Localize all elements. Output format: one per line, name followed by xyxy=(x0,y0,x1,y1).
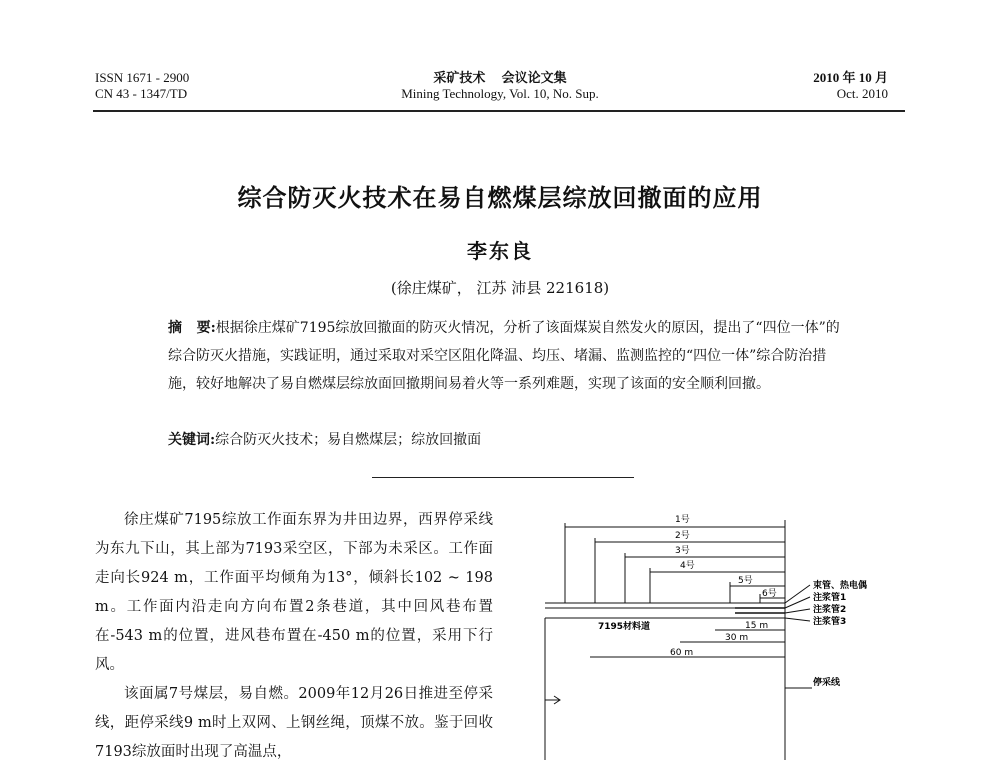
cn-number: CN 43 - 1347/TD xyxy=(95,86,188,101)
body-text xyxy=(95,506,493,767)
keywords xyxy=(168,426,840,454)
figure-pipe-layout xyxy=(530,505,890,760)
stop-line-label: 停采线 xyxy=(813,678,841,688)
author: 李东良 xyxy=(467,239,533,263)
section-separator xyxy=(372,477,634,478)
road-label: 7195材料道 xyxy=(598,622,651,632)
abstract-label: 摘 要: xyxy=(168,320,216,336)
pipe-label-2: 2号 xyxy=(675,531,690,541)
paper-title: 综合防灭火技术在易自燃煤层综放回撤面的应用 xyxy=(237,184,763,212)
pipe-label-4: 4号 xyxy=(680,561,695,571)
date-cn: 2010 年 10 月 xyxy=(813,70,888,85)
header-date xyxy=(813,70,888,102)
journal-title-cn: 采矿技术 会议论文集 xyxy=(433,70,567,85)
header-rule xyxy=(93,110,905,112)
affiliation: (徐庄煤矿， 江苏 沛县 221618) xyxy=(390,279,610,297)
legend-grout-pipe-1: 注浆管1 xyxy=(813,593,847,603)
journal-title-en: Mining Technology, Vol. 10, No. Sup. xyxy=(401,86,599,101)
legend-grout-pipe-2: 注浆管2 xyxy=(813,605,847,615)
abstract-text: 根据徐庄煤矿7195综放回撤面的防灭火情况，分析了该面煤炭自然发火的原因，提出了“四位一体”的综合防灭火措施，实践证明，通过采取对采空区阻化降温、均压、堵漏、监测监控的“四位一体”综合防治措施，较好地解决了易自燃煤层综放面回撤期间易着火等一系列难题，实现了该面的安全顺利回撤。 xyxy=(168,320,840,392)
pipe-label-5: 5号 xyxy=(738,576,753,586)
pipe-label-3: 3号 xyxy=(675,546,690,556)
paragraph-2: 该面属7号煤层，易自燃。2009年12月26日推进至停采线，距停采线9 m时上双网、上钢丝绳，顶煤不放。鉴于回收7193综放面时出现了高温点， xyxy=(95,686,493,760)
legend-bundle-tube: 束管、热电偶 xyxy=(813,581,868,591)
date-en: Oct. 2010 xyxy=(836,86,888,101)
dim-60m: 60 m xyxy=(670,648,694,658)
legend-grout-pipe-3: 注浆管3 xyxy=(813,617,847,627)
pipe-label-6: 6号 xyxy=(762,589,777,599)
paragraph-1: 徐庄煤矿7195综放工作面东界为井田边界，西界停采线为东九下山，其上部为7193采空区，下部为未采区。工作面走向长924 m，工作面平均倾角为13°，倾斜长102 ~ 198 m。工作面内沿走向方向布置2条巷道，其中回风巷布置在-543 m的位置，进风巷布置在-450 m的位置，采用下行风。 xyxy=(95,512,493,673)
dim-30m: 30 m xyxy=(725,633,749,643)
abstract xyxy=(168,314,840,398)
keywords-label: 关键词: xyxy=(168,432,216,448)
dim-15m: 15 m xyxy=(745,621,769,631)
keywords-text: 综合防灭火技术；易自燃煤层；综放回撤面 xyxy=(215,432,482,448)
pipe-label-1: 1号 xyxy=(675,515,690,525)
issn: ISSN 1671 - 2900 xyxy=(95,70,190,85)
